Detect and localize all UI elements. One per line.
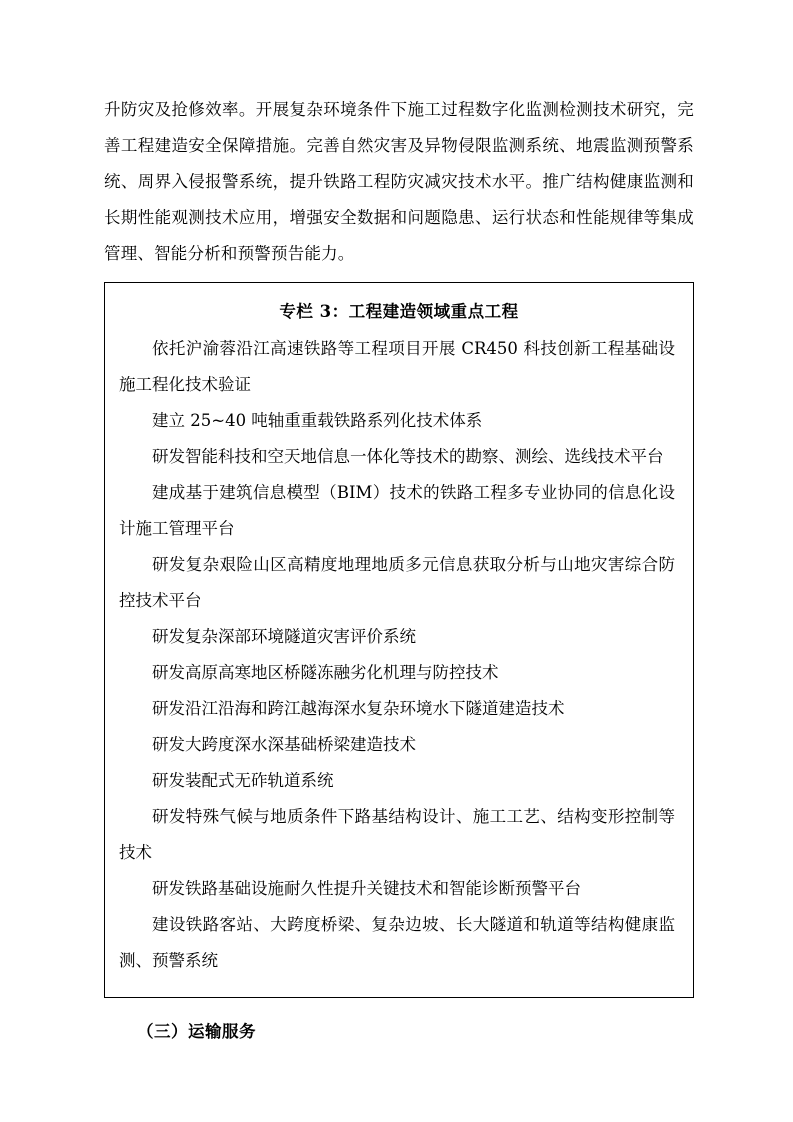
box-list-item: 建成基于建筑信息模型（BIM）技术的铁路工程多专业协同的信息化设计施工管理平台: [119, 483, 675, 538]
body-paragraph: 升防灾及抢修效率。开展复杂环境条件下施工过程数字化监测检测技术研究，完善工程建造安全保障措施。完善自然灾害及异物侵限监测系统、地震监测预警系统、周界入侵报警系统，提升铁路工程防灾减灾技术水平。推广结构健康监测和长期性能观测技术应用，增强安全数据和问题隐患、运行状态和性能规律等集成管理、智能分析和预警预告能力。: [104, 100, 694, 263]
highlight-box: [104, 282, 694, 998]
box-title: 专栏 3：工程建造领域重点工程: [279, 302, 519, 321]
box-list-item: 依托沪渝蓉沿江高速铁路等工程项目开展 CR450 科技创新工程基础设施工程化技术验证: [119, 339, 675, 394]
box-list-item: 研发特殊气候与地质条件下路基结构设计、施工工艺、结构变形控制等技术: [119, 807, 675, 862]
box-list-item: 建立 25~40 吨轴重重载铁路系列化技术体系: [152, 411, 483, 430]
box-list-item: 研发复杂艰险山区高精度地理地质多元信息获取分析与山地灾害综合防控技术平台: [119, 555, 675, 610]
box-list-item: 研发装配式无砟轨道系统: [152, 771, 334, 790]
page-content: [104, 92, 694, 1048]
box-list-item: 建设铁路客站、大跨度桥梁、复杂边坡、长大隧道和轨道等结构健康监测、预警系统: [119, 915, 675, 970]
box-list-item: 研发智能科技和空天地信息一体化等技术的勘察、测绘、选线技术平台: [152, 447, 664, 466]
box-list-item: 研发复杂深部环境隧道灾害评价系统: [152, 627, 416, 646]
box-list-item: 研发高原高寒地区桥隧冻融劣化机理与防控技术: [152, 663, 499, 682]
box-list-item: 研发大跨度深水深基础桥梁建造技术: [152, 735, 416, 754]
box-list-item: 研发铁路基础设施耐久性提升关键技术和智能诊断预警平台: [152, 879, 581, 898]
box-list-item: 研发沿江沿海和跨江越海深水复杂环境水下隧道建造技术: [152, 699, 565, 718]
section-heading: （三）运输服务: [137, 1022, 256, 1041]
